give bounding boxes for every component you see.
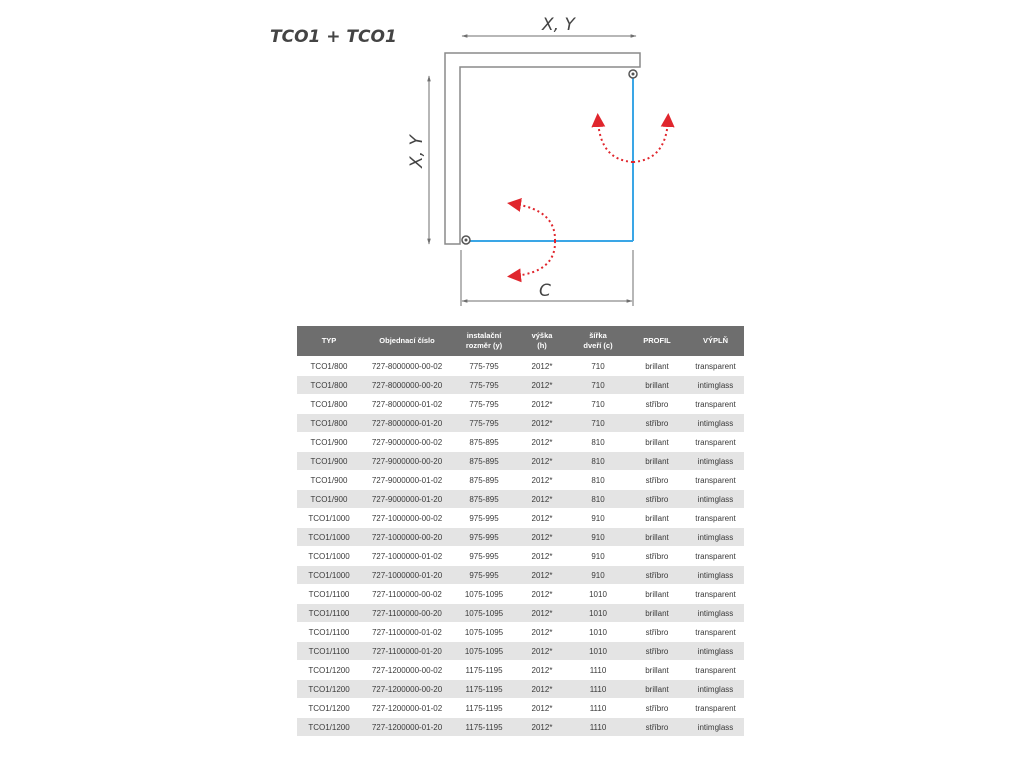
cell-install-size: 875-895 (453, 490, 515, 508)
cell-type: TCO1/900 (297, 452, 361, 470)
cell-height: 2012* (515, 509, 569, 527)
cell-profile: stříbro (627, 471, 687, 489)
cell-type: TCO1/1200 (297, 699, 361, 717)
cell-profile: brillant (627, 376, 687, 394)
cell-order-number: 727-1200000-01-02 (361, 699, 453, 717)
table-row (297, 718, 744, 736)
cell-door-width: 1110 (569, 718, 627, 736)
swing-arrow-bottom-inward (514, 204, 555, 241)
cell-fill: intimglass (687, 642, 744, 660)
swing-arrow-bottom-outward (514, 241, 555, 276)
header-height (515, 326, 569, 356)
cell-profile: brillant (627, 452, 687, 470)
cell-door-width: 1110 (569, 661, 627, 679)
cell-door-width: 1010 (569, 642, 627, 660)
table-row (297, 623, 744, 641)
header-line: výška (531, 331, 553, 340)
table-row (297, 471, 744, 489)
cell-door-width: 710 (569, 376, 627, 394)
cell-profile: brillant (627, 604, 687, 622)
cell-fill: transparent (687, 357, 744, 375)
cell-install-size: 1075-1095 (453, 642, 515, 660)
side-dimension (407, 76, 429, 244)
cell-height: 2012* (515, 490, 569, 508)
cell-height: 2012* (515, 414, 569, 432)
cell-fill: intimglass (687, 414, 744, 432)
cell-type: TCO1/900 (297, 490, 361, 508)
side-dimension-label: X, Y (407, 135, 427, 168)
cell-profile: stříbro (627, 699, 687, 717)
cell-install-size: 775-795 (453, 376, 515, 394)
cell-fill: transparent (687, 623, 744, 641)
cell-install-size: 775-795 (453, 395, 515, 413)
cell-height: 2012* (515, 680, 569, 698)
table-row (297, 642, 744, 660)
table-row (297, 452, 744, 470)
cell-door-width: 1010 (569, 623, 627, 641)
header-line: TYP (321, 336, 337, 345)
cell-fill: transparent (687, 661, 744, 679)
cell-order-number: 727-1200000-01-20 (361, 718, 453, 736)
cell-install-size: 1175-1195 (453, 718, 515, 736)
header-order-number (361, 326, 453, 356)
table-row (297, 661, 744, 679)
cell-profile: stříbro (627, 623, 687, 641)
header-line: Objednací číslo (379, 336, 435, 345)
cell-order-number: 727-9000000-00-02 (361, 433, 453, 451)
cell-install-size: 1075-1095 (453, 585, 515, 603)
table-row (297, 395, 744, 413)
cell-install-size: 1175-1195 (453, 699, 515, 717)
top-dimension (462, 15, 636, 36)
cell-type: TCO1/1000 (297, 547, 361, 565)
cell-type: TCO1/900 (297, 433, 361, 451)
cell-door-width: 1110 (569, 680, 627, 698)
table-row (297, 566, 744, 584)
cell-profile: stříbro (627, 547, 687, 565)
header-line: rozměr (y) (465, 341, 503, 350)
bottom-dimension-label: C (539, 281, 551, 301)
cell-fill: intimglass (687, 452, 744, 470)
cell-install-size: 775-795 (453, 357, 515, 375)
cell-fill: transparent (687, 509, 744, 527)
cell-door-width: 710 (569, 395, 627, 413)
header-line: dveří (c) (583, 341, 613, 350)
cell-fill: transparent (687, 699, 744, 717)
cell-install-size: 1175-1195 (453, 661, 515, 679)
cell-order-number: 727-1000000-01-20 (361, 566, 453, 584)
cell-height: 2012* (515, 452, 569, 470)
cell-fill: transparent (687, 471, 744, 489)
cell-height: 2012* (515, 604, 569, 622)
cell-door-width: 910 (569, 566, 627, 584)
cell-install-size: 1175-1195 (453, 680, 515, 698)
table-row (297, 509, 744, 527)
hinge-bottom-left (462, 236, 470, 244)
cell-profile: brillant (627, 585, 687, 603)
cell-door-width: 1010 (569, 604, 627, 622)
cell-height: 2012* (515, 642, 569, 660)
cell-profile: stříbro (627, 395, 687, 413)
cell-fill: intimglass (687, 490, 744, 508)
table-header (297, 326, 744, 356)
cell-order-number: 727-9000000-01-20 (361, 490, 453, 508)
cell-order-number: 727-1200000-00-02 (361, 661, 453, 679)
cell-fill: intimglass (687, 718, 744, 736)
cell-order-number: 727-8000000-01-02 (361, 395, 453, 413)
header-install-size (453, 326, 515, 356)
table-row (297, 604, 744, 622)
cell-profile: stříbro (627, 490, 687, 508)
cell-height: 2012* (515, 718, 569, 736)
cell-fill: transparent (687, 395, 744, 413)
swing-arrow-right-outward (633, 120, 668, 162)
cell-door-width: 710 (569, 357, 627, 375)
cell-door-width: 910 (569, 528, 627, 546)
table-row (297, 528, 744, 546)
cell-door-width: 1110 (569, 699, 627, 717)
table-row (297, 547, 744, 565)
cell-fill: intimglass (687, 604, 744, 622)
cell-order-number: 727-8000000-00-20 (361, 376, 453, 394)
cell-order-number: 727-1000000-01-02 (361, 547, 453, 565)
header-profile (627, 326, 687, 356)
cell-type: TCO1/800 (297, 414, 361, 432)
cell-order-number: 727-8000000-01-20 (361, 414, 453, 432)
cell-install-size: 975-995 (453, 528, 515, 546)
cell-order-number: 727-1000000-00-20 (361, 528, 453, 546)
cell-profile: brillant (627, 357, 687, 375)
table-row (297, 414, 744, 432)
cell-install-size: 975-995 (453, 547, 515, 565)
cell-fill: transparent (687, 547, 744, 565)
cell-profile: stříbro (627, 566, 687, 584)
product-spec-table (297, 325, 744, 737)
cell-type: TCO1/800 (297, 395, 361, 413)
cell-door-width: 1010 (569, 585, 627, 603)
header-line: (h) (537, 341, 547, 350)
cell-profile: brillant (627, 680, 687, 698)
cell-door-width: 810 (569, 490, 627, 508)
top-dimension-label: X, Y (542, 15, 575, 35)
header-line: PROFIL (643, 336, 671, 345)
cell-type: TCO1/1100 (297, 585, 361, 603)
cell-profile: brillant (627, 528, 687, 546)
cell-type: TCO1/1000 (297, 566, 361, 584)
cell-profile: stříbro (627, 414, 687, 432)
table-body (297, 357, 744, 736)
cell-order-number: 727-9000000-00-20 (361, 452, 453, 470)
cell-type: TCO1/1200 (297, 680, 361, 698)
cell-install-size: 875-895 (453, 433, 515, 451)
cell-door-width: 710 (569, 414, 627, 432)
header-typ (297, 326, 361, 356)
cell-install-size: 975-995 (453, 509, 515, 527)
table-row (297, 433, 744, 451)
table-row (297, 357, 744, 375)
wall-frame (445, 53, 640, 244)
cell-type: TCO1/1200 (297, 661, 361, 679)
cell-door-width: 910 (569, 509, 627, 527)
header-line: VÝPLŇ (702, 336, 728, 345)
glass-doors (470, 77, 633, 241)
cell-order-number: 727-9000000-01-02 (361, 471, 453, 489)
cell-type: TCO1/800 (297, 357, 361, 375)
cell-fill: transparent (687, 433, 744, 451)
cell-install-size: 875-895 (453, 452, 515, 470)
table-row (297, 699, 744, 717)
table-row (297, 585, 744, 603)
cell-height: 2012* (515, 395, 569, 413)
cell-height: 2012* (515, 528, 569, 546)
cell-height: 2012* (515, 376, 569, 394)
cell-door-width: 810 (569, 433, 627, 451)
cell-install-size: 875-895 (453, 471, 515, 489)
header-line: instalační (466, 331, 502, 340)
cell-fill: intimglass (687, 680, 744, 698)
cell-install-size: 975-995 (453, 566, 515, 584)
cell-height: 2012* (515, 566, 569, 584)
header-line: šířka (589, 331, 607, 340)
cell-order-number: 727-1100000-00-02 (361, 585, 453, 603)
cell-profile: stříbro (627, 642, 687, 660)
table-row (297, 376, 744, 394)
cell-type: TCO1/1200 (297, 718, 361, 736)
table-row (297, 680, 744, 698)
table-header-row (297, 326, 744, 356)
cell-order-number: 727-1200000-00-20 (361, 680, 453, 698)
cell-fill: transparent (687, 585, 744, 603)
cell-profile: brillant (627, 661, 687, 679)
cell-door-width: 810 (569, 452, 627, 470)
cell-height: 2012* (515, 623, 569, 641)
cell-fill: intimglass (687, 376, 744, 394)
cell-height: 2012* (515, 699, 569, 717)
cell-type: TCO1/800 (297, 376, 361, 394)
cell-profile: brillant (627, 433, 687, 451)
cell-door-width: 910 (569, 547, 627, 565)
cell-height: 2012* (515, 585, 569, 603)
cell-height: 2012* (515, 661, 569, 679)
cell-profile: brillant (627, 509, 687, 527)
cell-order-number: 727-8000000-00-02 (361, 357, 453, 375)
cell-height: 2012* (515, 433, 569, 451)
cell-fill: intimglass (687, 528, 744, 546)
cell-type: TCO1/1000 (297, 528, 361, 546)
cell-profile: stříbro (627, 718, 687, 736)
cell-type: TCO1/1100 (297, 623, 361, 641)
cell-height: 2012* (515, 357, 569, 375)
cell-install-size: 775-795 (453, 414, 515, 432)
cell-door-width: 810 (569, 471, 627, 489)
cell-order-number: 727-1100000-01-20 (361, 642, 453, 660)
bottom-dimension (461, 250, 633, 306)
cell-height: 2012* (515, 471, 569, 489)
table-row (297, 490, 744, 508)
cell-order-number: 727-1000000-00-02 (361, 509, 453, 527)
cell-order-number: 727-1100000-00-20 (361, 604, 453, 622)
cell-type: TCO1/1100 (297, 604, 361, 622)
header-fill (687, 326, 744, 356)
cell-type: TCO1/1100 (297, 642, 361, 660)
hinge-top-right (629, 70, 637, 78)
cell-height: 2012* (515, 547, 569, 565)
header-door-width (569, 326, 627, 356)
cell-fill: intimglass (687, 566, 744, 584)
shower-enclosure-diagram (0, 0, 1024, 320)
cell-order-number: 727-1100000-01-02 (361, 623, 453, 641)
cell-install-size: 1075-1095 (453, 623, 515, 641)
cell-install-size: 1075-1095 (453, 604, 515, 622)
swing-arrow-right-inward (598, 120, 633, 162)
cell-type: TCO1/1000 (297, 509, 361, 527)
diagram-title: TCO1 + TCO1 (270, 27, 397, 47)
cell-type: TCO1/900 (297, 471, 361, 489)
